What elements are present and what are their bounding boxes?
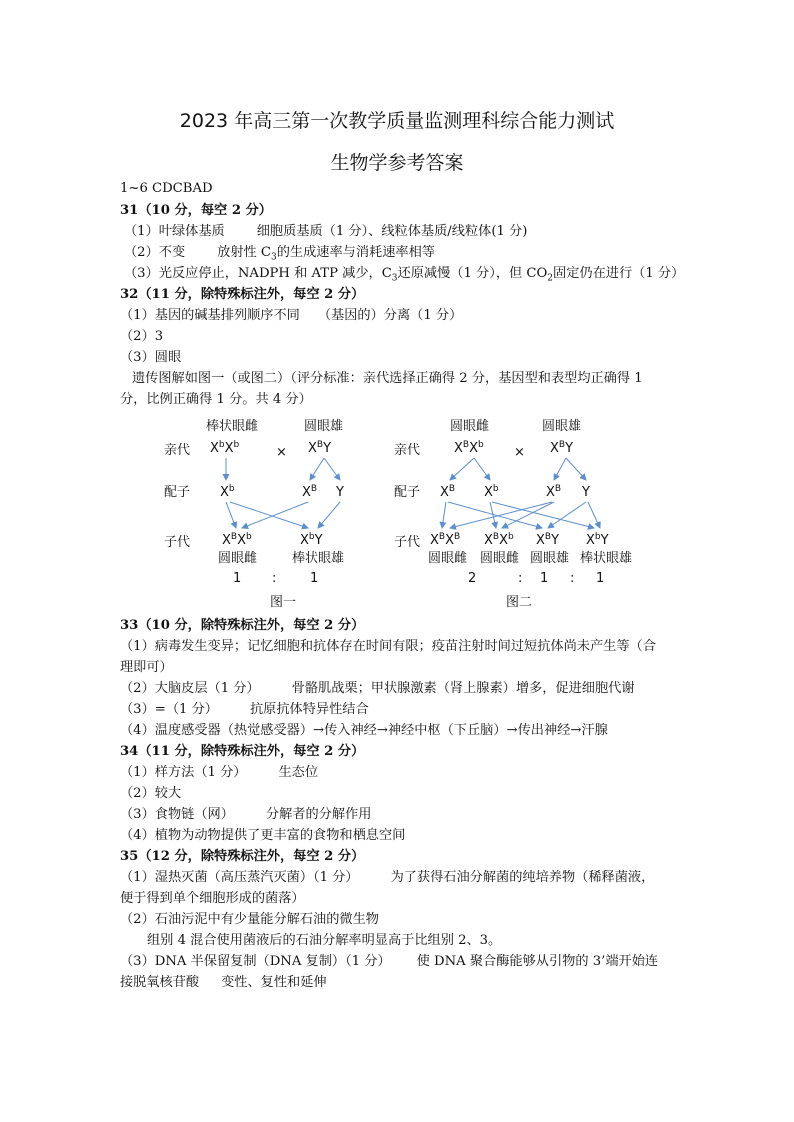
fig2-gamete-Y: Y xyxy=(582,485,590,500)
fig1-female-genotype: $X^bX^b$ xyxy=(210,440,240,456)
fig1-gamete-XB: $X^B$ xyxy=(302,484,318,500)
q35-answer-2: （2）石油污泥中有少量能分解石油的微生物 xyxy=(120,912,379,927)
fig1-ratio-1: 1 xyxy=(233,571,242,586)
page-title: 2023 年高三第一次教学质量监测理科综合能力测试 xyxy=(179,110,615,132)
figure-2 xyxy=(394,418,632,610)
fig1-offspring-1: $X^BX^b$ xyxy=(222,532,252,548)
fig1-row-offspring: 子代 xyxy=(164,535,191,550)
fig2-row-parent: 亲代 xyxy=(394,443,421,458)
fig1-male-label: 圆眼雄 xyxy=(304,419,344,434)
fig1-caption: 图一 xyxy=(270,595,297,610)
fig1-female-label: 棒状眼雌 xyxy=(206,419,259,434)
q33-answer-4: （4）温度感受器（热觉感受器）→传入神经→神经中枢（下丘脑）→传出神经→汗腺 xyxy=(120,723,608,738)
fig1-ratio-sep: : xyxy=(272,571,277,586)
q31-answer-2: （2）不变 放射性 $C_3$的生成速率与消耗速率相等 xyxy=(124,245,435,263)
fig1-row-parent: 亲代 xyxy=(164,443,191,458)
page-subtitle: 生物学参考答案 xyxy=(330,152,464,174)
q32-answer-3: （3）圆眼 xyxy=(120,350,182,365)
fig2-ratio-3: 1 xyxy=(596,571,605,586)
fig2-offspring-4: $X^bY$ xyxy=(586,532,609,548)
fig2-offspring-label-4: 棒状眼雄 xyxy=(580,551,633,566)
fig1-offspring-label-1: 圆眼雌 xyxy=(218,551,258,566)
fig2-row-gamete: 配子 xyxy=(394,485,421,500)
fig2-cross-symbol: × xyxy=(514,445,525,460)
q31-heading: 31（10 分，每空 2 分） xyxy=(120,203,272,218)
fig1-male-genotype: $X^BY$ xyxy=(308,440,332,456)
q31-answer-1: （1）叶绿体基质 细胞质基质（1 分）、线粒体基质/线粒体(1 分) xyxy=(124,224,528,239)
q31-answer-3: （3）光反应停止，NADPH 和 ATP 减少，$C_3$还原减慢（1 分），但 $CO_2$固定仍在进行（1 分） xyxy=(124,266,685,284)
fig1-arrows xyxy=(226,458,340,528)
fig2-offspring-label-1: 圆眼雌 xyxy=(428,551,468,566)
q34-heading: 34（11 分，除特殊标注外，每空 2 分） xyxy=(120,744,365,759)
q32-heading: 32（11 分，除特殊标注外，每空 2 分） xyxy=(120,287,365,302)
fig2-ratio-sep1: : xyxy=(518,571,523,586)
genetic-cross-diagram xyxy=(150,410,670,615)
q34-answer-2: （2）较大 xyxy=(120,786,182,801)
q33-heading: 33（10 分，除特殊标注外，每空 2 分） xyxy=(120,618,365,633)
q34-answer-1: （1）样方法（1 分） 生态位 xyxy=(120,765,319,780)
q33-answer-1: （1）病毒发生变异；记忆细胞和抗体存在时间有限；疫苗注射时间过短抗体尚未产生等（合 xyxy=(120,639,656,654)
q33-answer-3: （3）=（1 分） 抗原抗体特异性结合 xyxy=(120,702,369,717)
figure-1 xyxy=(164,418,344,610)
fig1-cross-symbol: × xyxy=(276,445,287,460)
fig2-male-genotype: $X^BY$ xyxy=(550,440,574,456)
q32-answer-2: （2）3 xyxy=(120,329,164,344)
fig2-arrows xyxy=(442,458,600,528)
fig2-caption: 图二 xyxy=(506,595,533,610)
fig1-gamete-xb: $X^b$ xyxy=(220,484,235,500)
fig2-ratio-sep2: : xyxy=(570,571,575,586)
fig2-gamete-xb: $X^b$ xyxy=(484,484,499,500)
fig2-offspring-3: $X^BY$ xyxy=(536,532,560,548)
fig2-female-genotype: $X^BX^b$ xyxy=(454,440,484,456)
q34-answer-4: （4）植物为动物提供了更丰富的食物和栖息空间 xyxy=(120,828,406,843)
fig2-offspring-label-2: 圆眼雌 xyxy=(480,551,520,566)
q33-answer-1-cont: 理即可） xyxy=(120,660,173,675)
fig1-offspring-2: $X^bY$ xyxy=(300,532,323,548)
q35-answer-3: （3）DNA 半保留复制（DNA 复制）（1 分） 使 DNA 聚合酶能够从引物的 3’端开始连 xyxy=(120,954,659,969)
q35-answer-1-cont: 便于得到单个细胞形成的菌落） xyxy=(120,891,305,906)
fig2-male-label: 圆眼雄 xyxy=(542,419,582,434)
fig2-ratio-2: 1 xyxy=(540,571,549,586)
q32-note-line1: 遗传图解如图一（或图二）（评分标准：亲代选择正确得 2 分，基因型和表型均正确得 1 xyxy=(132,371,643,386)
q32-note-line2: 分，比例正确得 1 分。共 4 分） xyxy=(120,392,312,407)
q35-answer-1: （1）湿热灭菌（高压蒸汽灭菌）（1 分） 为了获得石油分解菌的纯培养物（稀释菌液， xyxy=(120,870,655,885)
fig2-female-label: 圆眼雌 xyxy=(450,419,490,434)
fig2-offspring-2: $X^BX^b$ xyxy=(484,532,514,548)
q34-answer-3: （3）食物链（网） 分解者的分解作用 xyxy=(120,807,372,822)
q35-answer-3-cont: 接脱氧核苷酸 变性、复性和延伸 xyxy=(120,975,327,990)
answers-1-6: 1~6 CDCBAD xyxy=(120,181,213,196)
fig1-gamete-Y: Y xyxy=(336,485,344,500)
q32-answer-1: （1）基因的碱基排列顺序不同 （基因的）分离（1 分） xyxy=(120,308,463,323)
fig1-offspring-label-2: 棒状眼雄 xyxy=(292,551,345,566)
q35-answer-2-cont: 组别 4 混合使用菌液后的石油分解率明显高于比组别 2、3。 xyxy=(147,933,502,948)
fig1-row-gamete: 配子 xyxy=(164,485,191,500)
fig2-offspring-label-3: 圆眼雄 xyxy=(530,551,570,566)
fig2-gamete-XB-male: $X^B$ xyxy=(546,484,562,500)
q33-answer-2: （2）大脑皮层（1 分） 骨骼肌战栗；甲状腺激素（肾上腺素）增多，促进细胞代谢 xyxy=(120,681,635,696)
q35-heading: 35（12 分，除特殊标注外，每空 2 分） xyxy=(120,849,365,864)
fig1-ratio-2: 1 xyxy=(310,571,319,586)
fig2-offspring-1: $X^BX^B$ xyxy=(430,532,461,548)
fig2-gamete-XB: $X^B$ xyxy=(440,484,456,500)
fig2-row-offspring: 子代 xyxy=(394,535,421,550)
fig2-ratio-1: 2 xyxy=(468,571,477,586)
